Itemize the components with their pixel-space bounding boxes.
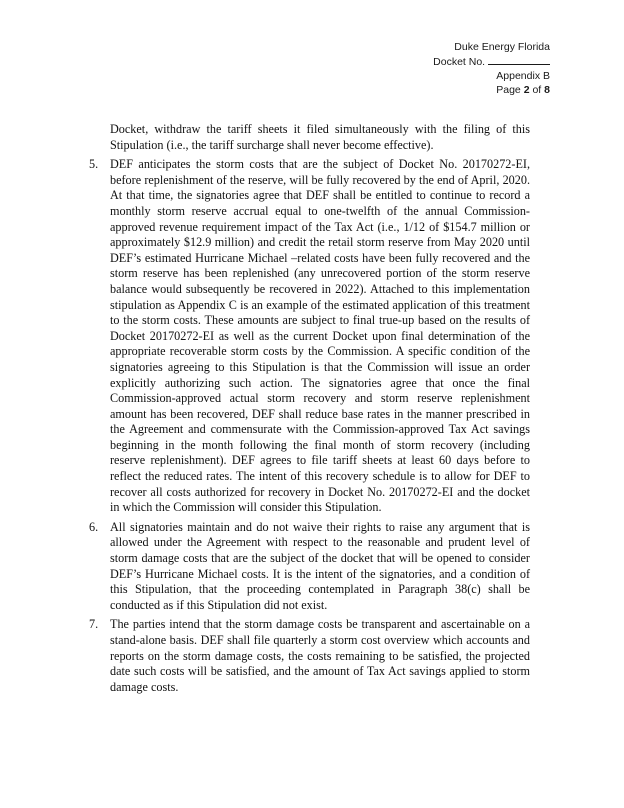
- page-indicator: [433, 83, 550, 97]
- paragraph-number: 7.: [89, 617, 99, 632]
- numbered-paragraph-7: [89, 617, 530, 695]
- docket-label: Docket No.: [433, 56, 486, 68]
- page-current: 2: [523, 84, 530, 96]
- paragraph-text: The parties intend that the storm damage costs be transparent and ascertainable on a stand-alone basis. DEF shall file quarterly a storm cost overview which accounts and reports on the storm damage costs, the costs remaining to be satisfied, the projected date such costs will be satisfied, and the amount of Tax Act savings applied to storm damage costs.: [110, 617, 530, 694]
- paragraph-text: DEF anticipates the storm costs that are the subject of Docket No. 20170272-EI, before replenishment of the reserve, will be fully recovered by the end of April, 2020. At that time, the signatories agree that DEF shall be entitled to continue to record a monthly storm reserve accrual equal to one-twelfth of the annual Commission-approved revenue requirement impact of the Tax Act (i.e., 1/12 of $154.7 million or approximately $12.9 million) and credit the retail storm reserve from May 2020 until DEF’s estimated Hurricane Michael –related costs have been fully recovered and the storm reserve has been replenished (any unrecovered portion of the storm reserve balance would subsequently be recovered in 2022). Attached to this implementation stipulation as Appendix C is an example of the estimated application of this treatment to the storm costs. These amounts are subject to final true-up based on the results of Docket 20170272-EI as well as the current Docket upon final determination of the appropriate recoverable storm costs by the Commission. A specific condition of the signatories agreeing to this Stipulation is that the Commission will issue an order explicitly authorizing such action. The signatories agree that once the final Commission-approved actual storm recovery and storm reserve replenishment amount has been recovered, DEF shall reduce base rates in the manner prescribed in the Agreement and commensurate with the Commission-approved Tax Act savings beginning in the month following the final month of storm recovery (including reserve replenishment). DEF agrees to file tariff sheets at least 60 days before to reflect the reduced rates. The intent of this recovery schedule is to allow for DEF to recover all costs authorized for recovery in Docket No. 20170272-EI and the docket in which the Commission will consider this Stipulation.: [110, 157, 530, 515]
- paragraph-number: 5.: [89, 157, 99, 172]
- paragraph-number: 6.: [89, 519, 99, 534]
- page-prefix: Page: [496, 84, 521, 96]
- docket-number-blank: [488, 54, 550, 65]
- docket-line: [433, 54, 550, 69]
- page-total: 8: [544, 84, 550, 96]
- page-of: of: [532, 84, 542, 96]
- continuation-paragraph: Docket, withdraw the tariff sheets it filed simultaneously with the filing of this Stipulation (i.e., the tariff surcharge shall never become effective).: [110, 122, 530, 152]
- numbered-paragraph-6: [89, 520, 530, 614]
- paragraph-text: All signatories maintain and do not waive their rights to raise any argument that is allowed under the Agreement with respect to the reasonable and prudent level of storm damage costs that are the subject of the docket that will be opened to consider DEF’s Hurricane Michael costs. It is the intent of the signatories, and a condition of this Stipulation, that the proceeding contemplated in Paragraph 38(c) shall be conducted as if this Stipulation did not exist.: [110, 519, 530, 612]
- page-header: [433, 40, 550, 97]
- appendix-label: Appendix B: [496, 70, 550, 82]
- company-name: Duke Energy Florida: [454, 41, 550, 53]
- document-body: [89, 122, 530, 699]
- numbered-paragraph-5: [89, 157, 530, 516]
